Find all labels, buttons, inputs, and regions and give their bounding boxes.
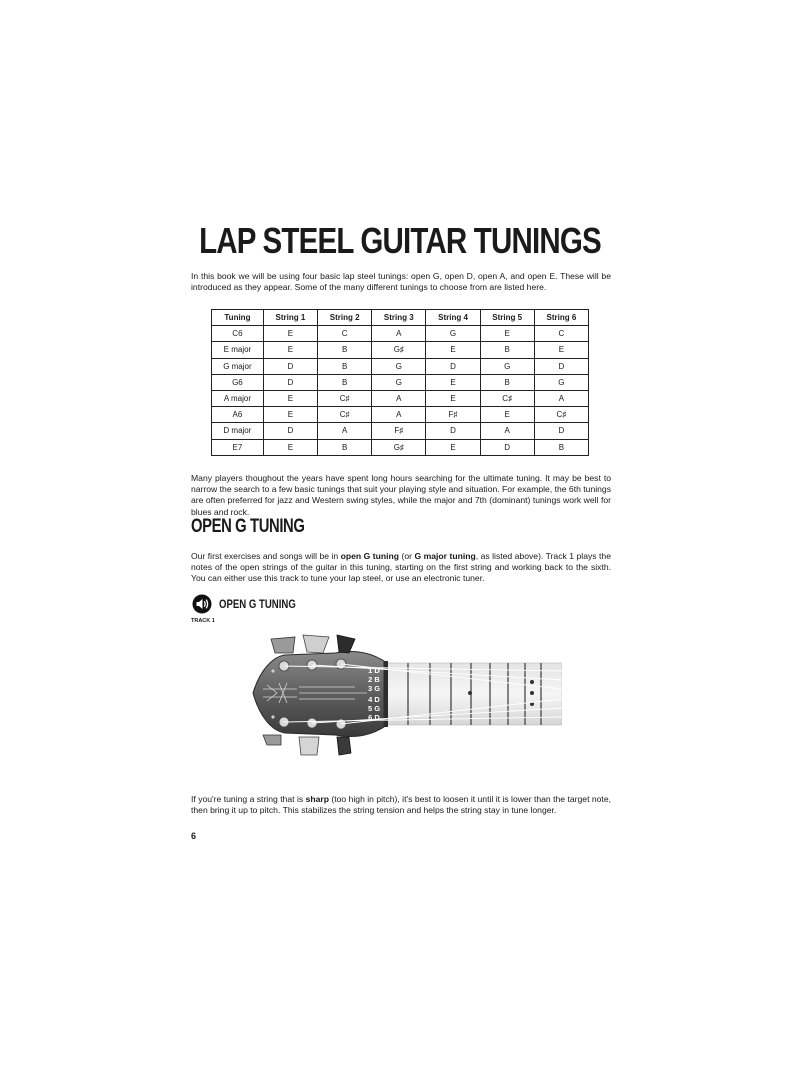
bold-term: sharp [305, 794, 329, 804]
table-cell: D [263, 358, 317, 374]
table-cell: B [318, 358, 372, 374]
table-cell: E [426, 374, 480, 390]
guitar-headstock-photo [237, 631, 562, 761]
table-cell: D [534, 358, 588, 374]
table-cell: B [318, 439, 372, 455]
table-cell: C♯ [480, 390, 534, 406]
table-header-row [212, 310, 589, 326]
table-cell: E [426, 342, 480, 358]
table-cell: E [426, 390, 480, 406]
table-cell: G♯ [372, 342, 426, 358]
table-cell: E major [212, 342, 264, 358]
table-row [212, 342, 589, 358]
table-cell: D [426, 423, 480, 439]
table-cell: C6 [212, 326, 264, 342]
table-cell: E [263, 407, 317, 423]
table-row [212, 358, 589, 374]
track-heading: OPEN G TUNING [219, 597, 296, 611]
table-cell: A [480, 423, 534, 439]
table-cell: F♯ [372, 423, 426, 439]
string-label: 1 D [368, 666, 380, 675]
text-run: (or [399, 551, 415, 561]
table-cell: B [480, 342, 534, 358]
table-cell: B [318, 374, 372, 390]
track-label: TRACK 1 [191, 618, 215, 624]
section-heading: OPEN G TUNING [191, 516, 305, 537]
table-cell: D major [212, 423, 264, 439]
table-cell: E [263, 326, 317, 342]
string-label: 3 G [367, 684, 381, 693]
table-cell: G [426, 326, 480, 342]
string-label: 6 D [368, 713, 380, 722]
table-cell: A [372, 326, 426, 342]
table-cell: E [426, 439, 480, 455]
table-row [212, 390, 589, 406]
bold-term: G major tuning [414, 551, 476, 561]
table-cell: A [534, 390, 588, 406]
table-cell: C♯ [318, 407, 372, 423]
page-title: LAP STEEL GUITAR TUNINGS [199, 220, 601, 261]
table-cell: C [318, 326, 372, 342]
table-cell: E [480, 326, 534, 342]
table-cell: G major [212, 358, 264, 374]
bold-term: open G tuning [340, 551, 400, 561]
table-cell: G [372, 358, 426, 374]
page-number: 6 [191, 831, 197, 841]
table-cell: B [534, 439, 588, 455]
text-run: , as listed above). Track 1 plays the notes of the open strings of the guitar in this tuning, starting on the first string and working back to the sixth. You can either use this track to tune your lap steel, or use an electronic tuner. [191, 551, 611, 584]
column-header: String 2 [318, 310, 372, 326]
column-header: String 6 [534, 310, 588, 326]
table-cell: A [318, 423, 372, 439]
table-cell: D [534, 423, 588, 439]
table-cell: D [426, 358, 480, 374]
tunings-table [211, 309, 589, 456]
table-cell: G [372, 374, 426, 390]
string-label: 4 D [368, 695, 380, 704]
table-cell: G♯ [372, 439, 426, 455]
tuning-advice-paragraph: Many players thoughout the years have spent long hours searching for the ultimate tuning. It may be best to narrow the search to a few basic tunings that suit your playing style and situation. For example, the 6th tunings are often preferred for jazz and Western swing styles, while the major and 7th (dominant) tunings work well for blues and rock. [191, 473, 611, 517]
table-cell: C♯ [534, 407, 588, 423]
intro-paragraph: In this book we will be using four basic lap steel tunings: open G, open D, open A, and open E. These will be introduced as they appear. Some of the many different tunings to choose from are listed here. [191, 271, 611, 293]
table-cell: G [534, 374, 588, 390]
table-cell: C [534, 326, 588, 342]
table-cell: E [263, 390, 317, 406]
table-cell: G [480, 358, 534, 374]
table-cell: E [534, 342, 588, 358]
text-run: If you're tuning a string that is [191, 794, 306, 804]
text-run: Our first exercises and songs will be in [191, 551, 341, 561]
table-cell: D [263, 374, 317, 390]
table-cell: E [263, 439, 317, 455]
column-header: String 1 [263, 310, 317, 326]
table-cell: G6 [212, 374, 264, 390]
column-header: String 5 [480, 310, 534, 326]
table-cell: A [372, 390, 426, 406]
column-header: String 4 [426, 310, 480, 326]
table-row [212, 423, 589, 439]
table-cell: F♯ [426, 407, 480, 423]
table-cell: A [372, 407, 426, 423]
table-row [212, 407, 589, 423]
table-cell: E7 [212, 439, 264, 455]
table-cell: E [480, 407, 534, 423]
table-cell: D [480, 439, 534, 455]
column-header: String 3 [372, 310, 426, 326]
column-header: Tuning [212, 310, 264, 326]
text-run: (too high in pitch), it's best to loosen it until it is lower than the target note, then bring it up to pitch. This stabilizes the string tension and helps the string stay in tune longer. [191, 794, 611, 816]
string-label: 5 G [367, 704, 381, 713]
open-g-paragraph [191, 551, 611, 585]
sharp-string-paragraph [191, 794, 611, 816]
string-label: 2 B [368, 675, 380, 684]
table-row [212, 439, 589, 455]
table-cell: D [263, 423, 317, 439]
table-cell: E [263, 342, 317, 358]
table-cell: A6 [212, 407, 264, 423]
table-cell: A major [212, 390, 264, 406]
table-cell: B [318, 342, 372, 358]
table-row [212, 374, 589, 390]
table-cell: C♯ [318, 390, 372, 406]
table-row [212, 326, 589, 342]
table-cell: B [480, 374, 534, 390]
audio-track-icon[interactable] [192, 594, 212, 614]
